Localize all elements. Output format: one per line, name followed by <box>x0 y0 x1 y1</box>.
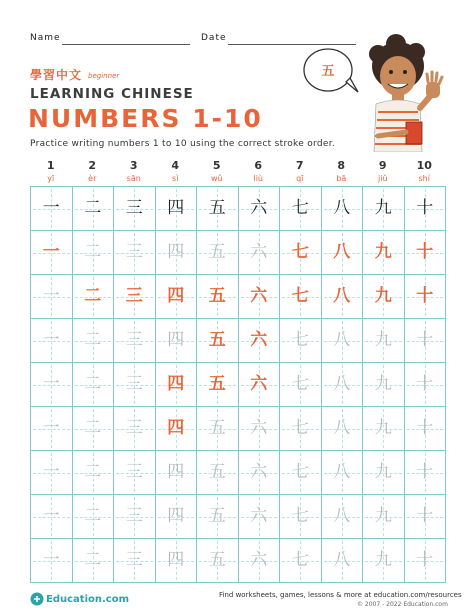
stroke-step-character: 六 <box>250 374 268 394</box>
stroke-step-character: 六 <box>250 286 268 306</box>
model-character: 十 <box>416 198 434 218</box>
stroke-step-character: 四 <box>167 374 185 394</box>
trace-character: 五 <box>208 418 226 438</box>
instructions: Practice writing numbers 1 to 10 using the correct stroke order. <box>30 139 336 149</box>
trace-character: 十 <box>416 506 434 526</box>
trace-character: 九 <box>374 418 392 438</box>
stroke-step-character: 八 <box>333 286 351 306</box>
practice-cell[interactable] <box>404 538 447 583</box>
trace-character: 五 <box>208 462 226 482</box>
practice-cell[interactable] <box>113 362 156 407</box>
trace-character: 三 <box>125 506 143 526</box>
practice-cell[interactable] <box>72 450 115 495</box>
column-number: 1 <box>46 159 55 172</box>
trace-character: 四 <box>167 550 185 570</box>
trace-character: 二 <box>84 374 102 394</box>
pinyin-label: èr <box>88 174 97 183</box>
practice-cell[interactable] <box>362 362 405 407</box>
trace-character: 六 <box>250 418 268 438</box>
stroke-step-character: 四 <box>167 418 185 438</box>
stroke-step-character: 八 <box>333 242 351 262</box>
trace-character: 三 <box>125 330 143 350</box>
practice-cell[interactable] <box>155 494 198 539</box>
practice-cell[interactable] <box>30 274 73 319</box>
copyright: © 2007 - 2022 Education.com <box>357 601 448 608</box>
name-label: Name <box>30 33 61 43</box>
trace-character: 八 <box>333 418 351 438</box>
stroke-step-character: 十 <box>416 242 434 262</box>
practice-cell[interactable] <box>113 230 156 275</box>
trace-character: 九 <box>374 462 392 482</box>
practice-cell[interactable] <box>30 362 73 407</box>
practice-cell[interactable] <box>196 362 239 407</box>
stroke-step-character: 三 <box>125 286 143 306</box>
trace-character: 一 <box>42 374 60 394</box>
practice-cell[interactable] <box>196 230 239 275</box>
stroke-step-character: 九 <box>374 242 392 262</box>
trace-character: 三 <box>125 550 143 570</box>
trace-character: 七 <box>291 550 309 570</box>
practice-cell[interactable] <box>404 230 447 275</box>
practice-cell[interactable] <box>321 186 364 231</box>
practice-cell[interactable] <box>404 406 447 451</box>
trace-character: 六 <box>250 462 268 482</box>
practice-cell[interactable] <box>155 538 198 583</box>
model-character: 七 <box>291 198 309 218</box>
stroke-step-character: 二 <box>84 286 102 306</box>
trace-character: 七 <box>291 330 309 350</box>
stroke-step-character: 十 <box>416 286 434 306</box>
practice-cell[interactable] <box>404 450 447 495</box>
practice-cell[interactable] <box>321 362 364 407</box>
chinese-title: 學習中文 <box>30 68 83 82</box>
practice-cell[interactable] <box>404 186 447 231</box>
practice-cell[interactable] <box>155 274 198 319</box>
trace-character: 四 <box>167 330 185 350</box>
speech-bubble-text: 五 <box>321 64 335 79</box>
pinyin-label: wǔ <box>210 174 223 183</box>
trace-character: 十 <box>416 418 434 438</box>
practice-cell[interactable] <box>362 274 405 319</box>
stroke-step-character: 七 <box>291 286 309 306</box>
practice-cell[interactable] <box>362 230 405 275</box>
trace-character: 二 <box>84 550 102 570</box>
practice-cell[interactable] <box>72 274 115 319</box>
trace-character: 十 <box>416 550 434 570</box>
name-field[interactable] <box>62 44 190 45</box>
practice-cell[interactable] <box>196 318 239 363</box>
trace-character: 七 <box>291 506 309 526</box>
practice-cell[interactable] <box>155 362 198 407</box>
practice-cell[interactable] <box>155 406 198 451</box>
page-title: NUMBERS 1-10 <box>28 104 263 133</box>
practice-cell[interactable] <box>238 362 281 407</box>
trace-character: 八 <box>333 550 351 570</box>
practice-cell[interactable] <box>279 274 322 319</box>
practice-cell[interactable] <box>238 186 281 231</box>
stroke-step-character: 五 <box>208 286 226 306</box>
practice-cell[interactable] <box>362 494 405 539</box>
practice-cell[interactable] <box>279 450 322 495</box>
trace-character: 四 <box>167 506 185 526</box>
trace-character: 一 <box>42 330 60 350</box>
stroke-step-character: 七 <box>291 242 309 262</box>
practice-cell[interactable] <box>321 230 364 275</box>
column-number: 6 <box>254 159 263 172</box>
education-logo-icon <box>30 592 44 606</box>
practice-cell[interactable] <box>113 406 156 451</box>
trace-character: 七 <box>291 462 309 482</box>
trace-character: 一 <box>42 550 60 570</box>
practice-cell[interactable] <box>238 450 281 495</box>
trace-character: 九 <box>374 550 392 570</box>
trace-character: 九 <box>374 330 392 350</box>
column-number: 8 <box>337 159 346 172</box>
practice-cell[interactable] <box>362 450 405 495</box>
practice-cell[interactable] <box>113 274 156 319</box>
model-character: 三 <box>125 198 143 218</box>
practice-cell[interactable] <box>362 538 405 583</box>
stroke-step-character: 六 <box>250 330 268 350</box>
practice-cell[interactable] <box>113 450 156 495</box>
practice-cell[interactable] <box>362 406 405 451</box>
pinyin-label: sān <box>126 174 141 183</box>
trace-character: 二 <box>84 418 102 438</box>
model-character: 九 <box>374 198 392 218</box>
practice-cell[interactable] <box>238 494 281 539</box>
column-number: 4 <box>171 159 180 172</box>
practice-cell[interactable] <box>238 318 281 363</box>
practice-cell[interactable] <box>113 186 156 231</box>
trace-character: 五 <box>208 550 226 570</box>
model-character: 五 <box>208 198 226 218</box>
trace-character: 七 <box>291 374 309 394</box>
trace-character: 十 <box>416 330 434 350</box>
trace-character: 一 <box>42 462 60 482</box>
practice-cell[interactable] <box>404 274 447 319</box>
trace-character: 八 <box>333 462 351 482</box>
practice-cell[interactable] <box>238 230 281 275</box>
trace-character: 六 <box>250 550 268 570</box>
practice-cell[interactable] <box>72 362 115 407</box>
practice-cell[interactable] <box>196 406 239 451</box>
practice-cell[interactable] <box>72 494 115 539</box>
trace-character: 三 <box>125 374 143 394</box>
trace-character: 一 <box>42 418 60 438</box>
column-number: 2 <box>88 159 97 172</box>
practice-cell[interactable] <box>72 538 115 583</box>
column-number: 7 <box>295 159 304 172</box>
character-illustration <box>298 32 468 152</box>
trace-character: 九 <box>374 506 392 526</box>
model-character: 六 <box>250 198 268 218</box>
pinyin-label: sì <box>172 174 179 183</box>
practice-cell[interactable] <box>196 274 239 319</box>
stroke-step-character: 五 <box>208 330 226 350</box>
practice-cell[interactable] <box>113 318 156 363</box>
practice-cell[interactable] <box>279 406 322 451</box>
practice-cell[interactable] <box>362 186 405 231</box>
practice-cell[interactable] <box>279 186 322 231</box>
practice-cell[interactable] <box>113 494 156 539</box>
trace-character: 六 <box>250 242 268 262</box>
level-label: beginner <box>88 72 120 80</box>
practice-cell[interactable] <box>321 450 364 495</box>
stroke-step-character: 四 <box>167 286 185 306</box>
practice-cell[interactable] <box>321 406 364 451</box>
pinyin-label: qī <box>296 174 304 183</box>
practice-cell[interactable] <box>196 450 239 495</box>
model-character: 八 <box>333 198 351 218</box>
trace-character: 二 <box>84 462 102 482</box>
pinyin-label: jiǔ <box>377 174 388 183</box>
practice-cell[interactable] <box>30 494 73 539</box>
practice-cell[interactable] <box>155 230 198 275</box>
education-logo[interactable]: Education.com <box>46 594 129 605</box>
practice-cell[interactable] <box>30 186 73 231</box>
column-number: 10 <box>416 159 432 172</box>
practice-cell[interactable] <box>238 538 281 583</box>
practice-cell[interactable] <box>72 186 115 231</box>
practice-cell[interactable] <box>362 318 405 363</box>
practice-cell[interactable] <box>72 406 115 451</box>
trace-character: 五 <box>208 506 226 526</box>
practice-cell[interactable] <box>321 274 364 319</box>
footer-text[interactable]: Find worksheets, games, lessons & more at education.com/resources <box>219 591 462 599</box>
trace-character: 七 <box>291 418 309 438</box>
trace-character: 五 <box>208 242 226 262</box>
practice-cell[interactable] <box>238 274 281 319</box>
trace-character: 四 <box>167 462 185 482</box>
column-number: 9 <box>378 159 387 172</box>
trace-character: 八 <box>333 506 351 526</box>
practice-cell[interactable] <box>72 318 115 363</box>
trace-character: 八 <box>333 374 351 394</box>
practice-cell[interactable] <box>30 318 73 363</box>
practice-cell[interactable] <box>279 494 322 539</box>
practice-cell[interactable] <box>279 318 322 363</box>
practice-cell[interactable] <box>196 538 239 583</box>
model-character: 一 <box>42 198 60 218</box>
date-label: Date <box>201 33 227 43</box>
model-character: 二 <box>84 198 102 218</box>
trace-character: 四 <box>167 242 185 262</box>
model-character: 四 <box>167 198 185 218</box>
practice-cell[interactable] <box>30 406 73 451</box>
practice-cell[interactable] <box>238 406 281 451</box>
trace-character: 八 <box>333 330 351 350</box>
practice-cell[interactable] <box>30 230 73 275</box>
pinyin-label: shí <box>418 174 430 183</box>
practice-cell[interactable] <box>155 450 198 495</box>
trace-character: 十 <box>416 462 434 482</box>
trace-character: 三 <box>125 242 143 262</box>
column-number: 3 <box>129 159 138 172</box>
stroke-step-character: 一 <box>42 242 60 262</box>
practice-cell[interactable] <box>30 538 73 583</box>
practice-cell[interactable] <box>404 318 447 363</box>
practice-cell[interactable] <box>113 538 156 583</box>
trace-character: 三 <box>125 462 143 482</box>
column-number: 5 <box>212 159 221 172</box>
trace-character: 十 <box>416 374 434 394</box>
trace-character: 六 <box>250 506 268 526</box>
practice-cell[interactable] <box>279 230 322 275</box>
practice-cell[interactable] <box>155 318 198 363</box>
pinyin-label: yī <box>47 174 55 183</box>
practice-cell[interactable] <box>321 318 364 363</box>
practice-cell[interactable] <box>196 186 239 231</box>
practice-cell[interactable] <box>30 450 73 495</box>
practice-cell[interactable] <box>279 362 322 407</box>
trace-character: 二 <box>84 506 102 526</box>
trace-character: 二 <box>84 330 102 350</box>
trace-character: 二 <box>84 242 102 262</box>
practice-cell[interactable] <box>404 494 447 539</box>
trace-character: 一 <box>42 286 60 306</box>
pinyin-label: liù <box>253 174 263 183</box>
practice-cell[interactable] <box>321 538 364 583</box>
trace-character: 三 <box>125 418 143 438</box>
practice-cell[interactable] <box>72 230 115 275</box>
stroke-step-character: 五 <box>208 374 226 394</box>
pinyin-label: bā <box>336 174 347 183</box>
practice-cell[interactable] <box>155 186 198 231</box>
stroke-step-character: 九 <box>374 286 392 306</box>
trace-character: 一 <box>42 506 60 526</box>
practice-cell[interactable] <box>321 494 364 539</box>
trace-character: 九 <box>374 374 392 394</box>
subtitle: LEARNING CHINESE <box>30 86 194 102</box>
practice-cell[interactable] <box>404 362 447 407</box>
practice-cell[interactable] <box>196 494 239 539</box>
practice-cell[interactable] <box>279 538 322 583</box>
